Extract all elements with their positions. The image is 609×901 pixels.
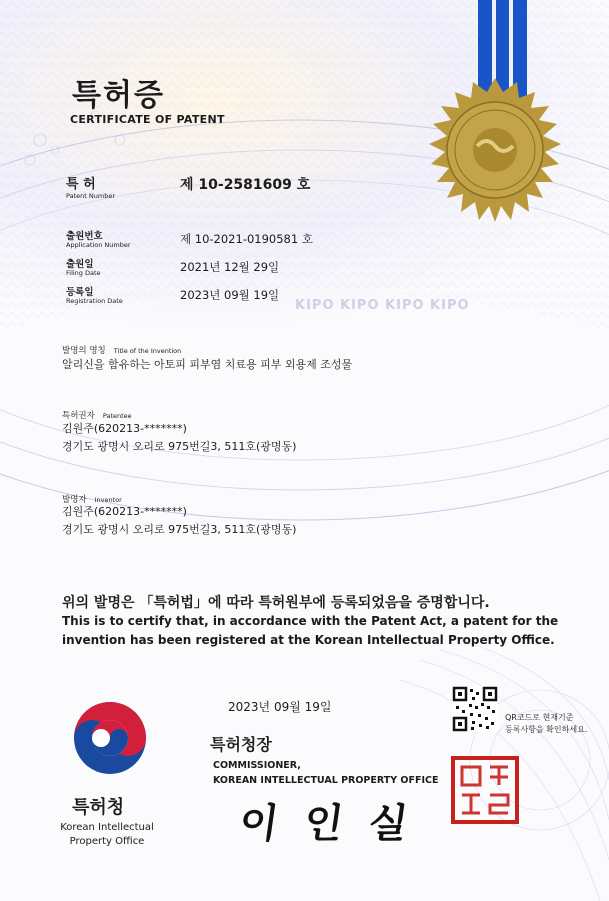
patentee-name: 김원주(620213-*******) — [62, 422, 187, 435]
filing-date-label: 출원일 — [66, 259, 94, 270]
inventor-address: 경기도 광명시 오리로 975번길3, 511호(광명동) — [62, 523, 297, 536]
patent-number-value: 제 10-2581609 호 — [180, 177, 311, 193]
inventor-name: 김원주(620213-*******) — [62, 505, 187, 518]
filing-date-label-en: Filing Date — [66, 269, 101, 277]
application-number-label-en: Application Number — [66, 241, 131, 249]
patentee-label-en: Patentee — [102, 412, 132, 420]
qr-note-line2: 등록사항을 확인하세요. — [505, 725, 588, 734]
application-number-label: 출원번호 — [66, 231, 103, 242]
filing-date-value: 2021년 12월 29일 — [180, 260, 280, 274]
certificate-title-ko: 특허증 — [72, 78, 165, 113]
commissioner-title-ko: 특허청장 — [210, 735, 272, 754]
registration-date-label-en: Registration Date — [66, 297, 123, 305]
office-name-en-line2: Property Office — [69, 836, 145, 847]
patentee-label-ko: 특허권자 — [62, 411, 95, 421]
application-number-value: 제 10-2021-0190581 호 — [180, 232, 313, 246]
registration-date-label: 등록일 — [66, 287, 94, 298]
qr-note-line1: QR코드로 현재기준 — [505, 713, 574, 722]
office-name-ko: 특허청 — [72, 797, 125, 818]
patent-number-label: 특 허 — [66, 177, 96, 192]
invention-label-ko: 발명의 명칭 — [62, 346, 106, 356]
inventor-label-ko: 발명자 — [62, 495, 87, 505]
kipo-watermark: KIPO KIPO KIPO KIPO — [295, 298, 470, 313]
commissioner-title-en-line1: COMMISSIONER, — [213, 760, 301, 771]
certification-statement-ko: 위의 발명은 「특허법」에 따라 특허원부에 등록되었음을 증명합니다. — [62, 595, 490, 611]
registration-date-value: 2023년 09월 19일 — [180, 288, 280, 302]
certification-statement-en-line1: This is to certify that, in accordance with the Patent Act, a patent for the — [62, 614, 559, 628]
invention-label — [62, 338, 181, 357]
certification-statement-en-line2: invention has been registered at the Korean Intellectual Property Office. — [62, 633, 555, 647]
commissioner-title-en-line2: KOREAN INTELLECTUAL PROPERTY OFFICE — [213, 775, 439, 786]
gold-seal-icon — [420, 75, 570, 225]
inventor-label-en: Inventor — [94, 496, 122, 504]
patentee-address: 경기도 광명시 오리로 975번길3, 511호(광명동) — [62, 440, 297, 453]
invention-label-en: Title of the Invention — [113, 347, 182, 355]
official-seal-stamp-icon — [450, 755, 520, 825]
patent-number-label-en: Patent Number — [66, 192, 116, 200]
certificate-title-en: CERTIFICATE OF PATENT — [70, 113, 225, 126]
commissioner-signature: 이 인 실 — [236, 800, 417, 847]
invention-title: 알리신을 함유하는 아토피 피부염 치료용 피부 외용제 조성물 — [62, 358, 353, 371]
qr-code-icon[interactable] — [452, 686, 498, 732]
office-name-en-line1: Korean Intellectual — [60, 822, 154, 833]
kipo-taeguk-logo-icon — [72, 700, 148, 776]
issue-date: 2023년 09월 19일 — [228, 700, 332, 714]
